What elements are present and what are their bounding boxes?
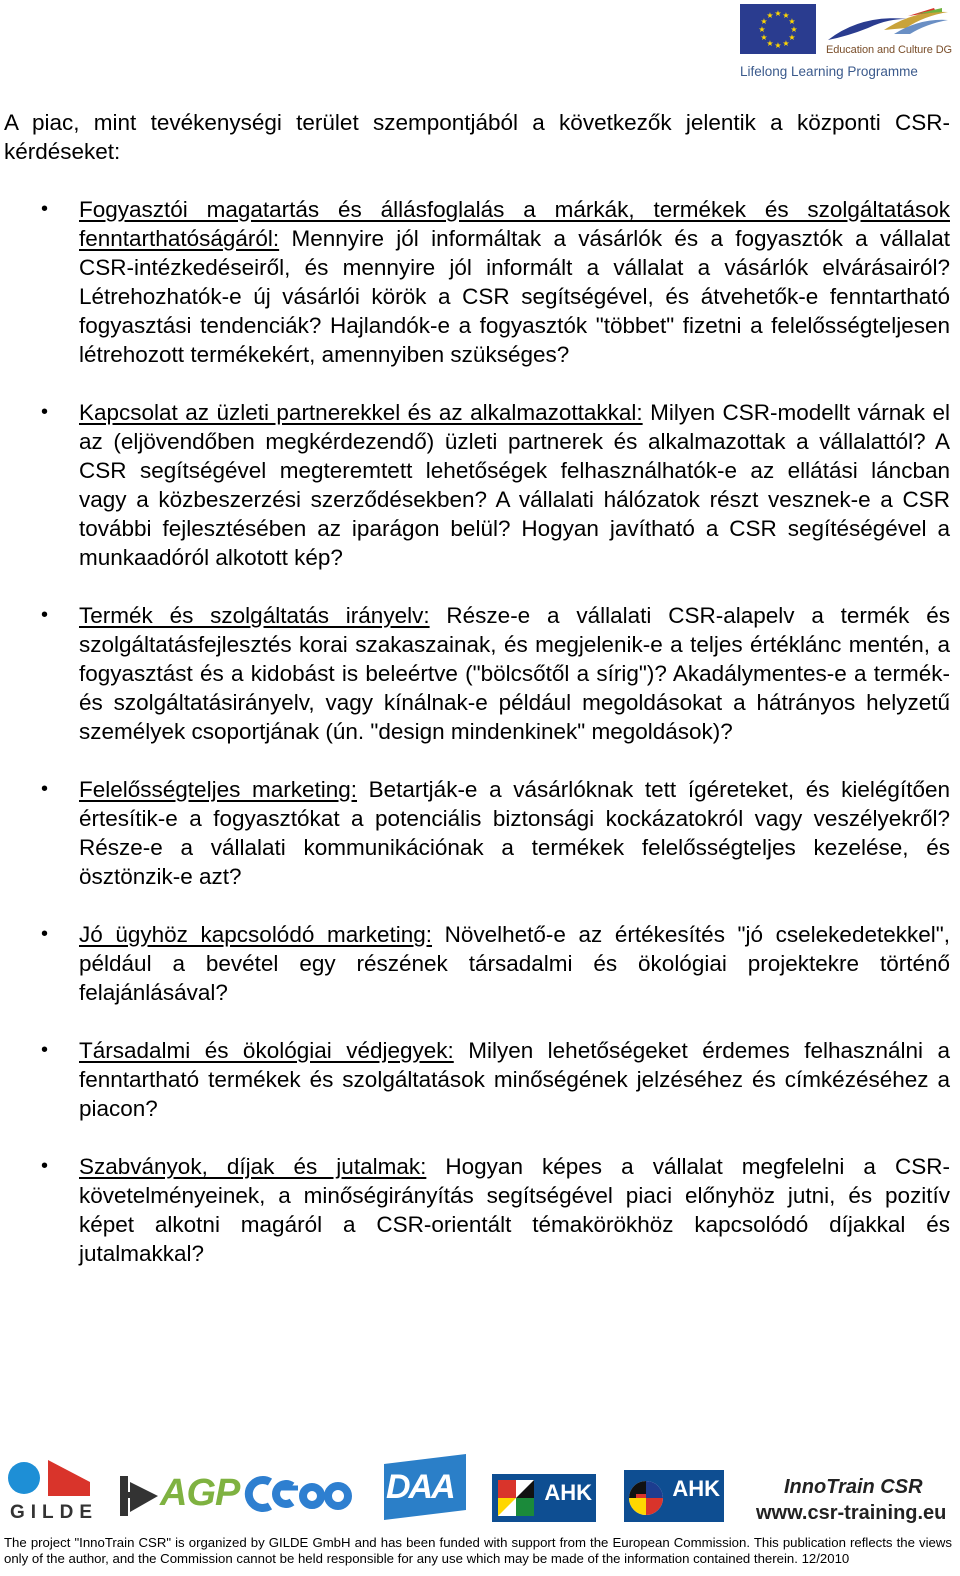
item-heading: Jó ügyhöz kapcsolódó marketing: [79,922,432,947]
ahk-logo-1 [492,1474,596,1522]
item-heading: Kapcsolat az üzleti partnerekkel és az alkalmazottakkal: [79,400,643,425]
svg-text:★: ★ [788,17,796,26]
csr-question-list [4,195,950,1268]
agp-wordmark: AGP [160,1472,240,1514]
bullet-icon: • [41,401,49,423]
list-item [4,1152,950,1268]
ec-dg-label: Education and Culture DG [826,44,953,56]
item-text: Milyen lehetőségeket érdemes felhasználni a fenntartható termékek és szolgáltatások minőségének jelzéséhez és címkézéséhez a piacon? [79,1038,950,1121]
item-text: Betartják-e a vásárlóknak tett ígéreteket, és kielégítően értesítik-e a fogyasztókat a potenciális biztonsági kockázatokról vagy veszélyekről? Része-e a vállalati kommunikációnak a termékek felelősségteljes kezelése, és ösztönzik-e azt? [79,777,950,889]
agp-logo [118,1468,240,1524]
cecoa-mark-icon [240,1472,364,1516]
svg-text:★: ★ [766,39,774,48]
list-item [4,398,950,572]
gilde-logo [6,1456,106,1526]
svg-text:★: ★ [766,11,774,20]
svg-text:★: ★ [782,11,790,20]
ahk-wordmark: AHK [672,1476,720,1501]
svg-text:★: ★ [760,33,768,42]
item-text: Hogyan képes a vállalat megfelelni a CSR-követelményeinek, a minőségirányítás segítségével piaci előnyhöz jutni, és pozitív képet alkotni magáról a CSR-orientált témakörökhöz kapcsolódó díjakkal és jutalmakkal? [79,1154,950,1266]
item-text: Növelhető-e az értékesítés "jó cselekedetekkel", például a bevétel egy részének társadalmi és ökológiai projektekre történő felajánlásával? [79,922,950,1005]
item-heading: Felelősségteljes marketing: [79,777,358,802]
ec-swoosh-icon [824,6,952,46]
list-item [4,195,950,369]
daa-logo [384,1454,466,1520]
list-item [4,920,950,1007]
cecoa-logo [240,1472,364,1516]
item-heading: Fogyasztói magatartás és állásfoglalás a márkák, termékek és szolgáltatások fenntarthatóságáról: [79,197,950,251]
bullet-icon: • [41,1155,49,1177]
ahk-logo-2 [624,1470,724,1522]
svg-text:★: ★ [760,17,768,26]
lifelong-learning-logo [740,4,952,84]
list-item [4,1036,950,1123]
programme-label: Lifelong Learning Programme [740,64,918,79]
item-heading: Szabványok, díjak és jutalmak: [79,1154,427,1179]
daa-wordmark: DAA [386,1468,454,1506]
document-body [4,108,950,1297]
bullet-icon: • [41,1039,49,1061]
item-text: Milyen CSR-modellt várnak el az (eljövendőben megkérdezendő) üzleti partnerek és alkalmazottak a vállalattól? A CSR segítségével megteremtett lehetőségek felhasználhatók-e az ellátási láncban vagy a közbeszerzési szerződésekben? A vállalati hálózatok részt vesznek-e a CSR további fejlesztésében az iparágon belül? Hogyan javítható a CSR segítéségével a munkaadóról alkotott kép? [79,400,950,570]
flag-pattern-icon [498,1480,534,1516]
innotrain-url: www.csr-training.eu [756,1502,947,1524]
item-heading: Termék és szolgáltatás irányelv: [79,603,430,628]
gilde-wordmark: GILDE [10,1502,99,1523]
item-text: Része-e a vállalati CSR-alapelv a termék és szolgáltatásfejlesztés korai szakaszainak, és megjelenik-e a teljes értéklánc mentén, a fogyasztást és a kidobást is beleértve ("bölcsőtől a sírig")? Akadálymentes-e a termék- és szolgáltatásirányelv, vagy kínálnak-e például megoldásokat a hátrányos helyzetű személyek csoportjának (ún. "design mindenkinek" megoldások)? [79,603,950,744]
item-heading: Társadalmi és ökológiai védjegyek: [79,1038,454,1063]
agp-mark-icon [118,1468,162,1520]
intro-paragraph: A piac, mint tevékenységi terület szempontjából a következők jelentik a központi CSR-kérdéseket: [4,110,950,164]
svg-text:★: ★ [790,25,798,34]
svg-text:★: ★ [774,9,782,18]
eu-flag-icon [740,4,816,54]
list-item [4,775,950,891]
partner-logos [0,1452,960,1534]
bullet-icon: • [41,778,49,800]
list-item [4,601,950,746]
item-text: Mennyire jól informáltak a vásárlók és a fogyasztók a vállalat CSR-intézkedéseiről, és mennyire jól informált a vállalat a vásárlók elvárásairól? Létrehozhatók-e új vásárlói körök a CSR segítségével, és átvehetők-e fenntartható fogyasztási tendenciák? Hajlandók-e a fogyasztók "többet" fizetni a felelősségteljesen létrehozott termékekért, amennyiben szükséges? [79,226,950,367]
bullet-icon: • [41,198,49,220]
de-uk-flag-icon [628,1480,664,1516]
svg-text:★: ★ [758,25,766,34]
innotrain-logo [756,1476,956,1528]
bullet-icon: • [41,604,49,626]
ahk-wordmark: AHK [544,1480,592,1505]
bullet-icon: • [41,923,49,945]
innotrain-title: InnoTrain CSR [784,1476,923,1498]
svg-text:★: ★ [774,41,782,50]
funding-disclaimer: The project "InnoTrain CSR" is organized by GILDE GmbH and has been funded with support from the European Commission. This publication reflects the views only of the author, and the Commission cannot be held responsible for any use which may be made of the information contained therein. 12/2010 [4,1535,952,1566]
gilde-mark-icon [6,1456,106,1502]
svg-text:★: ★ [788,33,796,42]
svg-text:★: ★ [782,39,790,48]
